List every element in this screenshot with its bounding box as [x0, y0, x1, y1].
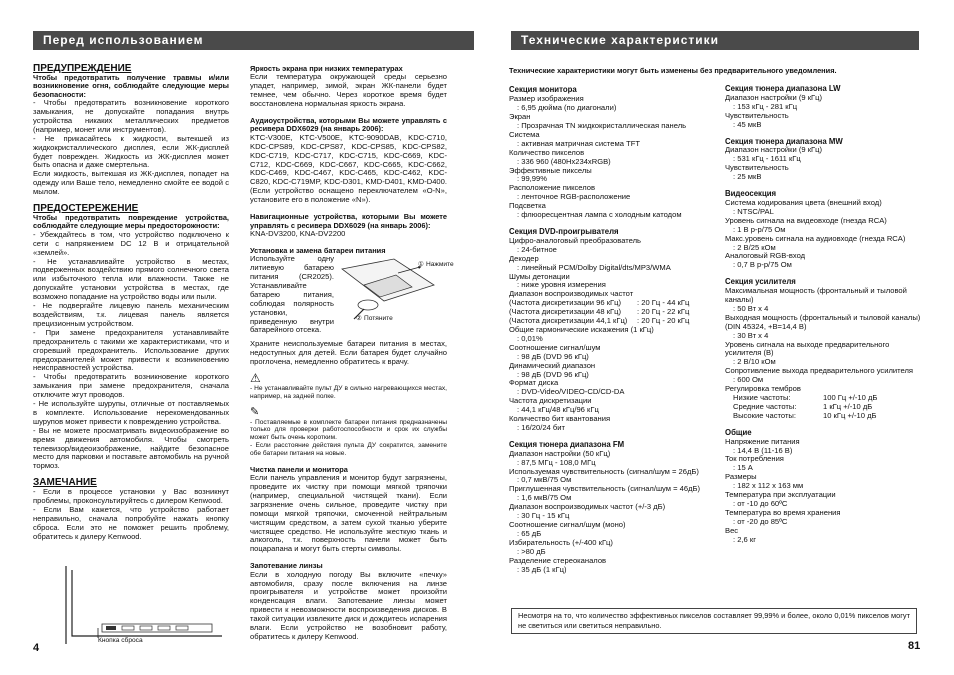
spec-line: : 24-битное [517, 244, 557, 254]
caution-item: - Не устанавливайте устройство в местах, подверженных воздействию прямого солнечного света или избыточного тепла или влажности. Также не допускайте установки устройства в местах, где возможно попадание на устройство воды или пыли. [33, 256, 229, 302]
monitor-spec-list [509, 95, 709, 220]
caution-lead: Чтобы предотвратить повреждение устройства, соблюдайте следующие меры предосторожности: [33, 213, 229, 231]
spec-line: Размеры [725, 472, 757, 482]
spec-line: : >80 дБ [517, 546, 546, 556]
spec-line: : 44,1 кГц/48 кГц/96 кГц [517, 405, 599, 415]
caution-item: - Вы не можете просматривать видеоизображение во время движения автомобиля. Чтобы смотреть телевизор/видеоизображение, найдите безопасное место для парковки и поставьте автомобиль на ручной тормоз. [33, 425, 229, 471]
caution-item: - Убеждайтесь в том, что устройство подключено к сети с напряжением DC 12 В и отрицательной «землей». [33, 229, 229, 257]
spec-line: Вес [725, 525, 739, 535]
frequency-row-value: : 20 Гц - 20 кГц [637, 316, 690, 326]
spec-line: : 1 В p-p/75 Ом [733, 224, 786, 234]
reset-button-label: Кнопка сброса [98, 637, 143, 644]
frequency-row-label: (Частота дискретизации 48 кГц) [509, 307, 622, 317]
tone-control-table [725, 394, 921, 421]
spec-line: : Прозрачная TN жидкокристаллическая панель [517, 121, 687, 131]
spec-line: : 600 Ом [733, 375, 764, 385]
spec-line: : 65 дБ [517, 528, 542, 538]
spec-line: Ток потребления [725, 454, 784, 464]
spec-line: Напряжение питания [725, 436, 800, 446]
tone-row-label: Средние частоты: [733, 401, 797, 411]
spec-line: : от -10 до 60ºС [733, 498, 788, 508]
spec-line: : 0,7 В p-p/75 Ом [733, 260, 792, 270]
spec-line: : флюоресцентная лампа с холодным катодом [517, 210, 682, 220]
spec-line: Чувствительность [725, 110, 789, 120]
spec-line: Частота дискретизации [509, 396, 592, 406]
spec-line: : DVD-Video/VIDEO-CD/CD-DA [517, 387, 625, 397]
spec-line: : 0,01% [517, 333, 543, 343]
spec-line: Расположение пикселов [509, 183, 596, 193]
note-list [33, 488, 229, 541]
pixel-footnote-box [511, 608, 917, 634]
note-item: - Если в процессе установки у Вас возникнут проблемы, проконсультируйтесь с дилером Kenwood. [33, 487, 229, 506]
left-section-title: Перед использованием [43, 33, 204, 47]
caution-item: - Не подвергайте лицевую панель механическим воздействиям, т.к. лицевая панель является прецизионным устройством. [33, 301, 229, 328]
spec-line: : 98 дБ (DVD 96 кГц) [517, 351, 589, 361]
spec-line: Диапазон настройки (9 кГц) [725, 145, 823, 155]
spec-line: Температура при эксплуатации [725, 490, 836, 500]
frequency-row-label: (Частота дискретизации 44,1 кГц) [509, 316, 628, 326]
remote-warning: - Не устанавливайте пульт ДУ в сильно нагревающихся местах, например, на задней полке. [250, 385, 447, 400]
brightness-heading: Яркость экрана при низких температурах [250, 64, 403, 73]
spec-line: Количество пикселов [509, 147, 585, 157]
spec-line: : 87,5 МГц - 108,0 МГц [517, 457, 596, 467]
spec-line: Подсветка [509, 201, 546, 211]
frequency-row-value: : 20 Гц - 44 кГц [637, 298, 690, 308]
spec-line: Формат диска [509, 378, 559, 388]
spec-line: Чувствительность [725, 163, 789, 173]
spec-line: Регулировка тембров [725, 384, 801, 394]
dvd-spec-list-b [509, 326, 709, 433]
tone-row-label: Низкие частоты: [733, 393, 791, 402]
figure-step-2-number: ② [356, 315, 362, 323]
right-section-bar [511, 31, 919, 50]
spec-intro: Технические характеристики могут быть изменены без предварительного уведомления. [509, 66, 837, 75]
spec-line: Размер изображения [509, 94, 584, 104]
spec-line: : 2 В/25 кОм [733, 242, 776, 252]
caution-heading: ПРЕДОСТЕРЕЖЕНИЕ [33, 203, 139, 215]
spec-line: Соотношение сигнал/шум [509, 342, 601, 352]
spec-line: Общие гармонические искажения (1 кГц) [509, 324, 654, 334]
spec-line: : ниже уровня измерения [517, 280, 606, 290]
spec-line: : ленточное RGB-расположение [517, 192, 631, 202]
spec-line: : 182 x 112 x 163 мм [733, 481, 804, 491]
spec-line: Диапазон настройки (50 кГц) [509, 448, 611, 458]
warning-item: - Не прикасайтесь к жидкости, вытекшей из жидкокристаллического дисплея, если ЖК-дисплей будет поврежден. Жидкость из ЖК-дисплея может быть опасна и даже смертельна. [33, 133, 229, 170]
tone-row-label: Высокие частоты: [733, 410, 796, 420]
dvd-heading: Секция DVD-проигрывателя [509, 227, 619, 236]
reset-button-diagram [62, 566, 227, 646]
spec-line: Разделение стереоканалов [509, 555, 607, 565]
spec-line: Температура во время хранения [725, 507, 841, 517]
warning-heading: ПРЕДУПРЕЖДЕНИЕ [33, 63, 132, 74]
spec-line: : 6,95 дюйма (по диагонали) [517, 103, 617, 113]
audio-devices-heading: Аудиоустройства, которыми Вы можете управлять с ресивера DDX6029 (на январь 2006): [250, 116, 447, 134]
audio-devices-text: KTC-V300E, KTC-V500E, KTC-9090DAB, KDC-C710, KDC-CPS89, KDC-CPS87, KDC-CPS85, KDC-CPS82, KDC-C719, KDC-C717, KDC-C715, KDC-C669, KDC-C712, KDC-C669, KDC-C667, KDC-C665, KDC-C662, KDC-C469, KDC-C467, KDC-C465, KDC-C462, KDC-C820, KDC-C719MP, KDC-D301, KMD-D401, KMD-D400. (Если устройство оснащено переключателем «O-N», установите его в положение «N»). [250, 132, 447, 205]
cleaning-heading: Чистка панели и монитора [250, 464, 348, 474]
amplifier-spec-list [725, 287, 921, 394]
spec-line: Соотношение сигнал/шум (моно) [509, 520, 626, 529]
spec-line: : активная матричная система TFT [517, 138, 640, 148]
spec-line: : 35 дБ (1 кГц) [517, 564, 567, 574]
figure-pull-label: Потяните [364, 315, 393, 323]
spec-line: Количество бит квантования [509, 414, 611, 424]
column-4 [725, 85, 921, 545]
nav-devices-heading: Навигационные устройства, которыми Вы можете управлять с ресивера DDX6029 (на январь 2006): [250, 212, 447, 230]
note-pad-icon: ✎ [250, 405, 260, 418]
spec-line: : 1,6 мкВ/75 Ом [517, 493, 572, 503]
video-heading: Видеосекция [725, 189, 777, 199]
spec-line: : 14,4 В (11-16 В) [733, 445, 793, 455]
spec-line: : 2 В/10 кОм [733, 357, 776, 367]
spec-line: Используемая чувствительность (сигнал/шум = 26дБ) [509, 466, 699, 476]
spec-line: : NTSC/PAL [733, 206, 774, 216]
spec-line: Шумы детонации [509, 271, 570, 281]
battery-info-1: - Поставляемые в комплекте батареи питания предназначены только для проверки работоспособности и срок их службы может быть очень коротким. [250, 418, 447, 442]
page-number-right: 81 [908, 640, 921, 652]
spec-line: : 25 мкВ [733, 172, 762, 182]
warning-item: Если жидкость, вытекшая из ЖК-дисплея, попадет на одежду или Ваше тело, немедленно смойте ее водой с мылом. [33, 169, 229, 197]
caution-list [33, 231, 229, 471]
battery-text: Используйте одну литиевую батарею питания (CR2025). Устанавливайте батарею питания, соблюдая полярность установки, приведенную внутри батарейного отсека. [250, 254, 334, 335]
battery-text-2: Храните неиспользуемые батареи питания в местах, недоступных для детей. Если батарея будет случайно проглочена, немедленно обратитесь к врачу. [250, 339, 447, 367]
caution-item: - Чтобы предотвратить возникновение короткого замыкания при замене предохранителя, сначала отключите жгут проводов. [33, 372, 229, 400]
fm-spec-list [509, 450, 709, 575]
general-heading: Общие [725, 427, 752, 437]
spec-line: Диапазон воспроизводимых частот [509, 289, 634, 299]
tone-row-value: 1 кГц +/-10 дБ [823, 401, 873, 411]
spec-line: : 45 мкВ [733, 119, 762, 129]
tone-row-value: 100 Гц +/-10 дБ [823, 393, 878, 402]
warning-lead: Чтобы предотвратить получение травмы и/или возникновение огня, соблюдайте следующие меры безопасности: [33, 72, 229, 99]
spec-line: Динамический диапазон [509, 360, 596, 370]
fog-text: Если в холодную погоду Вы включите «печку» автомобиля, сразу после включения на линзе проигрывателя и устройстве может произойти конденсация влаги. Запотевание линзы может привести к невозможности воспроизведения дисков. В такой ситуации извлеките диск и дождитесь испарения влаги. Если устройство не возобновит работу, обратитесь к дилеру Kenwood. [250, 569, 447, 641]
tone-row [725, 412, 921, 421]
spec-line: Уровень сигнала на видеовходе (гнезда RCA) [725, 215, 887, 225]
spec-line: Экран [509, 112, 531, 122]
spec-line: Уровень сигнала на выходе предварительного усилителя (В) [725, 339, 890, 358]
page-number-left: 4 [33, 642, 40, 654]
nav-devices-text: KNA-DV3200, KNA-DV2200 [250, 228, 346, 238]
fog-heading: Запотевание линзы [250, 561, 323, 571]
spec-line: Декодер [509, 253, 539, 263]
spec-line: Диапазон настройки (9 кГц) [725, 92, 823, 102]
mw-spec-list [725, 146, 921, 182]
battery-heading: Установка и замена батареи питания [250, 245, 386, 255]
spec-line: : 50 Вт x 4 [733, 303, 769, 313]
spec-line: : 16/20/24 бит [517, 422, 565, 432]
caution-item: - Не используйте шурупы, отличные от поставляемых в комплекте. Использование нерекомендованных шурупов может привести к повреждению устройства. [33, 399, 229, 426]
monitor-heading: Секция монитора [509, 85, 577, 95]
spec-line: : линейный PCM/Dolby Digital/dts/MP3/WMA [517, 262, 671, 272]
frequency-row-value: : 20 Гц - 22 кГц [637, 307, 690, 317]
spec-line: : 0,7 мкВ/75 Ом [517, 475, 572, 485]
spec-line: Диапазон воспроизводимых частот (+/-3 дБ) [509, 502, 666, 512]
right-section-title: Технические характеристики [521, 33, 720, 47]
fm-heading: Секция тюнера диапазона FM [509, 439, 625, 449]
column-1 [33, 65, 229, 542]
spec-line: Эффективные пикселы [509, 165, 592, 175]
spec-line: : 98 дБ (DVD 96 кГц) [517, 369, 589, 379]
note-heading: ЗАМЕЧАНИЕ [33, 477, 97, 489]
warning-list [33, 99, 229, 197]
spec-line: : 30 Гц - 15 кГц [517, 511, 570, 521]
warning-triangle-icon: ⚠ [250, 371, 261, 386]
spec-line: : 99,99% [517, 174, 547, 184]
spec-line: Система [509, 129, 540, 139]
brightness-text: Если температура окружающей среды серьезно упадет, например, зимой, экран ЖК-панели будет темнее, чем обычно. Через короткое время будет восстановлена нормальная яркость экрана. [250, 72, 447, 109]
spec-line: Аналоговый RGB-вход [725, 251, 806, 261]
spec-line: : 30 Вт x 4 [733, 330, 769, 340]
spec-line: Выходная мощность (фронтальный и тыловой каналы) (DIN 45324, +B=14,4 В) [725, 312, 921, 331]
mw-heading: Секция тюнера диапазона MW [725, 136, 843, 146]
spec-line: Сопротивление выхода предварительного усилителя [725, 366, 914, 376]
tone-row-value: 10 кГц +/-10 дБ [823, 410, 877, 420]
spec-line: Система кодирования цвета (внешний вход) [725, 197, 882, 207]
dvd-frequency-table [509, 299, 709, 326]
column-2 [250, 64, 454, 642]
spec-line: : 153 кГц - 281 кГц [733, 101, 798, 111]
spec-line: : 531 кГц - 1611 кГц [733, 154, 801, 164]
battery-figure [334, 255, 454, 325]
spec-line: Избирательность (+/-400 кГц) [509, 537, 613, 547]
battery-info-2: - Если расстояние действия пульта ДУ сократится, замените обе батареи питания на новые. [250, 442, 447, 457]
note-item: - Если Вам кажется, что устройство работает неправильно, сначала попробуйте нажать кнопку сброса. Если это не поможет решить проблему, обратитесь к дилеру Kenwood. [33, 505, 229, 541]
spec-line: Макс.уровень сигнала на аудиовходе (гнезда RCA) [725, 233, 906, 243]
spec-line: : от -20 до 85ºС [733, 516, 788, 526]
spec-line: Цифро-аналоговый преобразователь [509, 235, 642, 245]
amplifier-heading: Секция усилителя [725, 277, 796, 287]
lw-heading: Секция тюнера диапазона LW [725, 84, 841, 93]
left-section-bar [33, 31, 474, 50]
dvd-spec-list-a [509, 237, 709, 299]
frequency-row-label: (Частота дискретизации 96 кГц) [509, 298, 622, 308]
spec-line: : 15 А [733, 463, 753, 473]
general-spec-list [725, 438, 921, 545]
spec-line: Приглушенная чувствительность (сигнал/шум = 46дБ) [509, 484, 701, 494]
figure-press-label: Нажмите [426, 261, 454, 269]
video-spec-list [725, 199, 921, 270]
caution-item: - При замене предохранителя устанавливайте предохранитель с такими же характеристиками, что и сгоревший предохранитель. Использование других предохранителей может привести к возникновению неисправностей устройства. [33, 327, 229, 373]
figure-step-1-number: ① [418, 261, 424, 269]
spec-line: : 2,6 кг [733, 534, 756, 544]
warning-item: - Чтобы предотвратить возникновение короткого замыкания, не допускайте попадания внутрь устройства никаких металлических предметов (например, монет или инструментов). [33, 98, 229, 134]
pixel-footnote-text: Несмотря на то, что количество эффективных пикселов составляет 99,99% и более, около 0,01% пикселов могут не светиться или светиться неправильно. [518, 611, 910, 630]
spec-line: : 336 960 (480Нх234хRGB) [517, 156, 611, 166]
lw-spec-list [725, 94, 921, 130]
spec-line: Максимальная мощность (фронтальный и тыловой каналы) [725, 286, 907, 305]
cleaning-text: Если панель управления и монитор будут загрязнены, проведите их чистку при помощи мягкой тряпочки (например, специальной чистящей ткани). Если загрязнение очень сильное, проведите чистку при помощи мягкой тряпочки, смоченной нейтральным чистящим средством, а затем сухой тканью уберите чистящее средство. Не используйте жесткую ткань и алкоголь, т.к. поверхность панели может быть поцарапана и могут быть стерты символы. [250, 473, 447, 554]
